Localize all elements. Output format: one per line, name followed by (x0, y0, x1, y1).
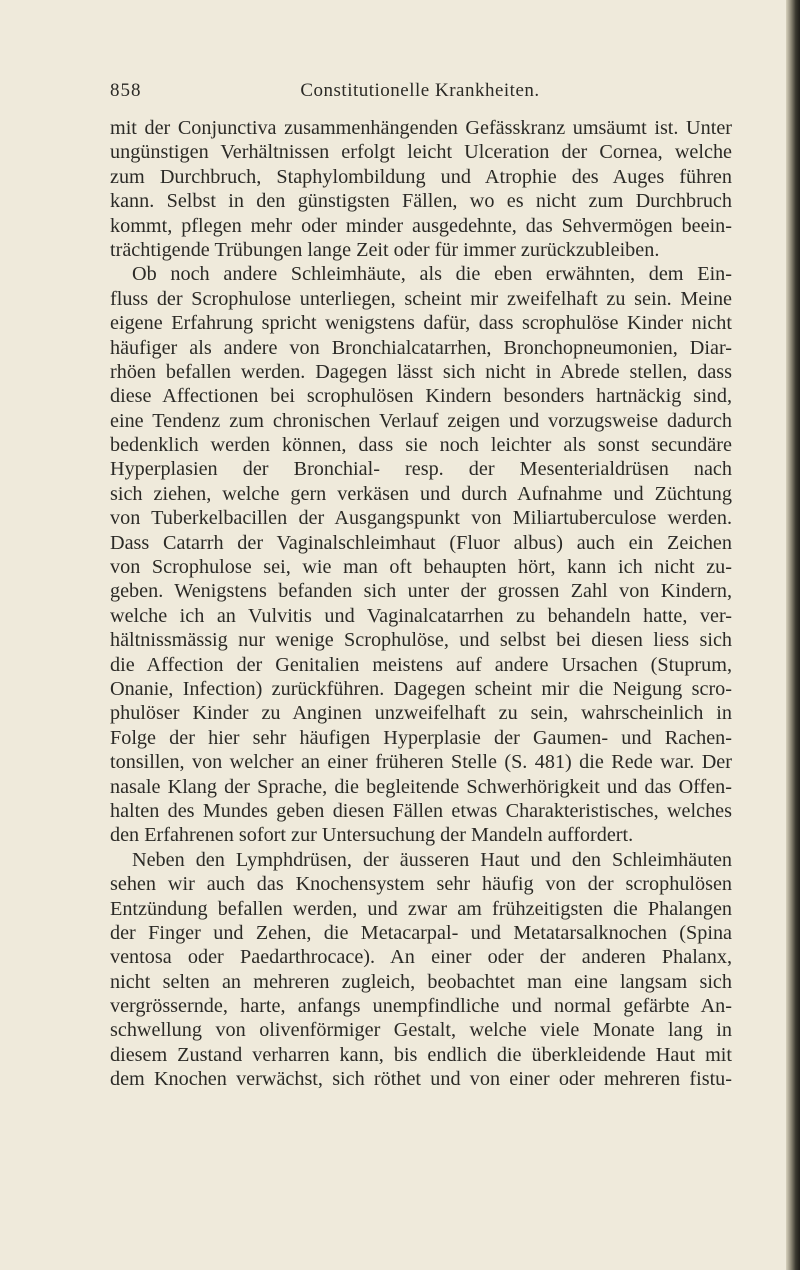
text-line: Folge der hier sehr häufigen Hyperplasie der Gaumen- und Rachen- (110, 726, 732, 749)
text-line: den Erfahrenen sofort zur Untersuchung der Mandeln auffordert. (110, 824, 634, 847)
text-line: Ob noch andere Schleimhäute, als die eben erwähnten, dem Ein- (132, 263, 732, 286)
text-line: Dass Catarrh der Vaginalschleimhaut (Fluor albus) auch ein Zeichen (110, 531, 732, 554)
text-line: sich ziehen, welche gern verkäsen und durch Aufnahme und Züchtung (110, 482, 732, 505)
body-text (110, 116, 732, 1092)
text-line: hältnissmässig nur wenige Scrophulöse, und selbst bei diesen liess sich (110, 629, 732, 652)
text-line: kann. Selbst in den günstigsten Fällen, wo es nicht zum Durchbruch (110, 190, 732, 213)
text-line: fluss der Scrophulose unterliegen, scheint mir zweifelhaft zu sein. Meine (110, 287, 732, 310)
text-line: von Scrophulose sei, wie man oft behaupten hört, kann ich nicht zu- (110, 556, 732, 579)
text-line: ungünstigen Verhältnissen erfolgt leicht Ulceration der Cornea, welche (110, 141, 732, 164)
text-line: rhöen befallen werden. Dagegen lässt sich nicht in Abrede stellen, dass (110, 360, 732, 383)
text-line: die Affection der Genitalien meistens auf andere Ursachen (Stuprum, (110, 653, 732, 676)
text-line: Hyperplasien der Bronchial- resp. der Mesenterialdrüsen nach (110, 458, 732, 481)
text-line: nasale Klang der Sprache, die begleitende Schwerhörigkeit und das Offen- (110, 775, 732, 798)
text-line: geben. Wenigstens befanden sich unter der grossen Zahl von Kindern, (110, 580, 732, 603)
text-line: zum Durchbruch, Staphylombildung und Atrophie des Auges führen (110, 165, 732, 188)
running-title: Constitutionelle Krankheiten. (300, 80, 540, 101)
text-line: vergrössernde, harte, anfangs unempfindliche und normal gefärbte An- (110, 995, 732, 1018)
text-line: von Tuberkelbacillen der Ausgangspunkt von Miliartuberculose werden. (110, 507, 732, 530)
text-line: diesem Zustand verharren kann, bis endlich die überkleidende Haut mit (110, 1043, 732, 1066)
text-line: kommt, pflegen mehr oder minder ausgedehnte, das Sehvermögen beein- (110, 214, 732, 237)
text-line: halten des Mundes geben diesen Fällen etwas Charakteristisches, welches (110, 799, 732, 822)
text-line: diese Affectionen bei scrophulösen Kindern besonders hartnäckig sind, (110, 385, 732, 408)
text-line: dem Knochen verwächst, sich röthet und von einer oder mehreren fistu- (110, 1068, 732, 1091)
text-line: trächtigende Trübungen lange Zeit oder für immer zurückzubleiben. (110, 238, 660, 261)
text-line: ventosa oder Paedarthrocace). An einer oder der anderen Phalanx, (110, 946, 732, 969)
text-line: Onanie, Infection) zurückführen. Dagegen scheint mir die Neigung scro- (110, 677, 732, 700)
text-line: der Finger und Zehen, die Metacarpal- und Metatarsalknochen (Spina (110, 921, 732, 944)
text-line: eine Tendenz zum chronischen Verlauf zeigen und vorzugsweise dadurch (110, 409, 732, 432)
page-number: 858 (110, 80, 142, 101)
text-line: nicht selten an mehreren zugleich, beobachtet man eine langsam sich (110, 970, 732, 993)
text-line: welche ich an Vulvitis und Vaginalcatarrhen zu behandeln hatte, ver- (110, 604, 732, 627)
text-line: phulöser Kinder zu Anginen unzweifelhaft zu sein, wahrscheinlich in (110, 702, 732, 725)
text-line: mit der Conjunctiva zusammenhängenden Gefässkranz umsäumt ist. Unter (110, 117, 732, 139)
text-line: häufiger als andere von Bronchialcatarrhen, Bronchopneumonien, Diar- (110, 336, 732, 359)
page-header (110, 80, 730, 108)
text-line: eigene Erfahrung spricht wenigstens dafür, dass scrophulöse Kinder nicht (110, 312, 732, 335)
text-line: Entzündung befallen werden, und zwar am frühzeitigsten die Phalangen (110, 897, 732, 920)
text-line: Neben den Lymphdrüsen, der äusseren Haut und den Schleimhäuten (132, 848, 732, 871)
text-line: tonsillen, von welcher an einer früheren Stelle (S. 481) die Rede war. Der (110, 751, 732, 774)
text-line: bedenklich werden können, dass sie noch leichter als sonst secundäre (110, 434, 732, 457)
text-line: sehen wir auch das Knochensystem sehr häufig von der scrophulösen (110, 873, 732, 896)
text-line: schwellung von olivenförmiger Gestalt, welche viele Monate lang in (110, 1019, 732, 1042)
page-edge-shadow (786, 0, 800, 1270)
